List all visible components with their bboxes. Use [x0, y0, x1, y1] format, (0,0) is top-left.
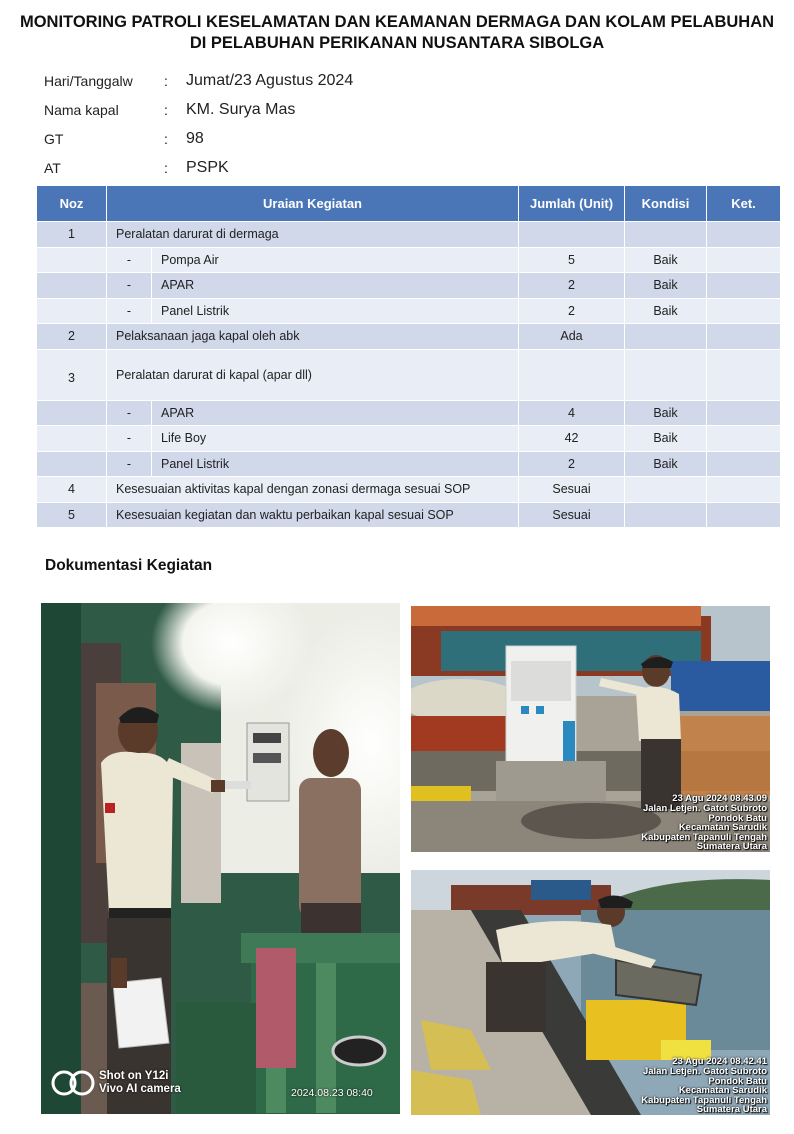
cell-ket	[707, 426, 781, 452]
camera-watermark	[51, 1069, 181, 1097]
photo-cabin-inspection	[41, 603, 400, 1114]
cell-jumlah: Sesuai	[519, 502, 625, 528]
cell-kondisi: Baik	[625, 247, 707, 273]
cell-ket	[707, 400, 781, 426]
info-value: Jumat/23 Agustus 2024	[186, 71, 354, 89]
table-row	[37, 426, 781, 452]
cell-no: 1	[37, 222, 107, 248]
cell-uraian: Panel Listrik	[152, 298, 519, 324]
photo-quay-box	[411, 870, 770, 1115]
cell-uraian: Pelaksanaan jaga kapal oleh abk	[107, 324, 519, 350]
cell-kondisi	[625, 477, 707, 503]
cell-ket	[707, 298, 781, 324]
header-uraian: Uraian Kegiatan	[107, 186, 519, 222]
cell-ket	[707, 247, 781, 273]
cell-dash: -	[107, 247, 152, 273]
photo-cabin-illustration	[41, 603, 400, 1114]
cell-no	[37, 426, 107, 452]
cell-kondisi: Baik	[625, 298, 707, 324]
table-row	[37, 477, 781, 503]
header-ket: Ket.	[707, 186, 781, 222]
cell-kondisi: Baik	[625, 273, 707, 299]
cell-uraian: APAR	[152, 273, 519, 299]
cell-ket	[707, 477, 781, 503]
cell-uraian: Life Boy	[152, 426, 519, 452]
info-label: GT	[44, 130, 64, 147]
stamp-line: 23 Agu 2024 08.42.41	[672, 1056, 767, 1068]
table-row	[37, 324, 781, 350]
cell-jumlah: 2	[519, 298, 625, 324]
photo-dock-panel	[411, 606, 770, 852]
stamp-line: Pondok Batu	[708, 1075, 767, 1087]
table-row	[37, 349, 781, 400]
cell-no: 4	[37, 477, 107, 503]
cell-uraian: Peralatan darurat di dermaga	[107, 222, 519, 248]
stamp-line: Kecamatan Sarudik	[678, 1085, 767, 1097]
cell-uraian: Peralatan darurat di kapal (apar dll)	[107, 349, 519, 400]
camera-line-2: Vivo AI camera	[99, 1083, 181, 1095]
document-title	[0, 12, 794, 54]
cell-jumlah: 4	[519, 400, 625, 426]
info-label: Hari/Tanggalw	[44, 72, 133, 89]
cell-no	[37, 298, 107, 324]
table-row	[37, 222, 781, 248]
table-header-row	[37, 186, 781, 222]
geo-stamp	[641, 1057, 767, 1115]
cell-kondisi: Baik	[625, 400, 707, 426]
stamp-line: Kabupaten Tapanuli Tengah	[641, 831, 767, 843]
cell-kondisi: Baik	[625, 451, 707, 477]
cell-kondisi: Baik	[625, 426, 707, 452]
stamp-line: Sumatera Utara	[696, 841, 767, 852]
info-colon: :	[164, 101, 168, 118]
photo-timestamp: 2024.08.23 08:40	[291, 1087, 373, 1099]
cell-ket	[707, 502, 781, 528]
info-label: Nama kapal	[44, 101, 119, 118]
cell-jumlah: 5	[519, 247, 625, 273]
cell-jumlah: 42	[519, 426, 625, 452]
cell-ket	[707, 451, 781, 477]
info-block	[44, 66, 544, 182]
cell-kondisi	[625, 222, 707, 248]
cell-jumlah	[519, 349, 625, 400]
stamp-line: Kecamatan Sarudik	[678, 822, 767, 834]
cell-dash: -	[107, 451, 152, 477]
cell-uraian: Panel Listrik	[152, 451, 519, 477]
stamp-line: Jalan Letjen. Gatot Subroto	[642, 803, 767, 815]
table-row	[37, 273, 781, 299]
info-value: 98	[186, 129, 204, 147]
documentation-heading: Dokumentasi Kegiatan	[45, 557, 213, 574]
info-label: AT	[44, 159, 61, 176]
cell-ket	[707, 222, 781, 248]
cell-kondisi	[625, 349, 707, 400]
info-row-date	[44, 66, 544, 95]
table-row	[37, 298, 781, 324]
cell-uraian: Kesesuaian kegiatan dan waktu perbaikan kapal sesuai SOP	[107, 502, 519, 528]
vivo-camera-logo-icon	[51, 1069, 95, 1097]
cell-ket	[707, 349, 781, 400]
cell-jumlah: 2	[519, 451, 625, 477]
cell-jumlah: Sesuai	[519, 477, 625, 503]
cell-ket	[707, 324, 781, 350]
cell-uraian: Kesesuaian aktivitas kapal dengan zonasi dermaga sesuai SOP	[107, 477, 519, 503]
info-colon: :	[164, 130, 168, 147]
table-row	[37, 400, 781, 426]
cell-no: 3	[37, 349, 107, 400]
cell-uraian: Pompa Air	[152, 247, 519, 273]
stamp-line: Sumatera Utara	[696, 1104, 767, 1115]
cell-no: 5	[37, 502, 107, 528]
table-row	[37, 502, 781, 528]
cell-ket	[707, 273, 781, 299]
stamp-line: Kabupaten Tapanuli Tengah	[641, 1094, 767, 1106]
cell-jumlah	[519, 222, 625, 248]
title-line-1: MONITORING PATROLI KESELAMATAN DAN KEAMANAN DERMAGA DAN KOLAM PELABUHAN	[19, 13, 775, 31]
cell-jumlah: 2	[519, 273, 625, 299]
info-row-gt	[44, 124, 544, 153]
cell-no	[37, 247, 107, 273]
cell-dash: -	[107, 273, 152, 299]
cell-kondisi	[625, 324, 707, 350]
info-row-at	[44, 153, 544, 182]
cell-kondisi	[625, 502, 707, 528]
cell-jumlah: Ada	[519, 324, 625, 350]
table-row	[37, 247, 781, 273]
info-value: PSPK	[186, 158, 229, 176]
header-jumlah: Jumlah (Unit)	[519, 186, 625, 222]
header-kondisi: Kondisi	[625, 186, 707, 222]
info-value: KM. Surya Mas	[186, 100, 296, 118]
cell-uraian: APAR	[152, 400, 519, 426]
stamp-line: 23 Agu 2024 08.43.09	[672, 793, 767, 805]
stamp-line: Jalan Letjen. Gatot Subroto	[642, 1066, 767, 1078]
cell-no: 2	[37, 324, 107, 350]
geo-stamp	[641, 794, 767, 852]
camera-line-1: Shot on Y12i	[99, 1070, 169, 1082]
cell-no	[37, 400, 107, 426]
table-row	[37, 451, 781, 477]
info-colon: :	[164, 159, 168, 176]
cell-dash: -	[107, 400, 152, 426]
title-line-2: DI PELABUHAN PERIKANAN NUSANTARA SIBOLGA	[189, 34, 605, 52]
activity-table	[36, 185, 781, 528]
cell-dash: -	[107, 426, 152, 452]
cell-no	[37, 273, 107, 299]
cell-no	[37, 451, 107, 477]
info-colon: :	[164, 72, 168, 89]
info-row-ship	[44, 95, 544, 124]
cell-dash: -	[107, 298, 152, 324]
stamp-line: Pondok Batu	[708, 812, 767, 824]
header-no: Noz	[37, 186, 107, 222]
